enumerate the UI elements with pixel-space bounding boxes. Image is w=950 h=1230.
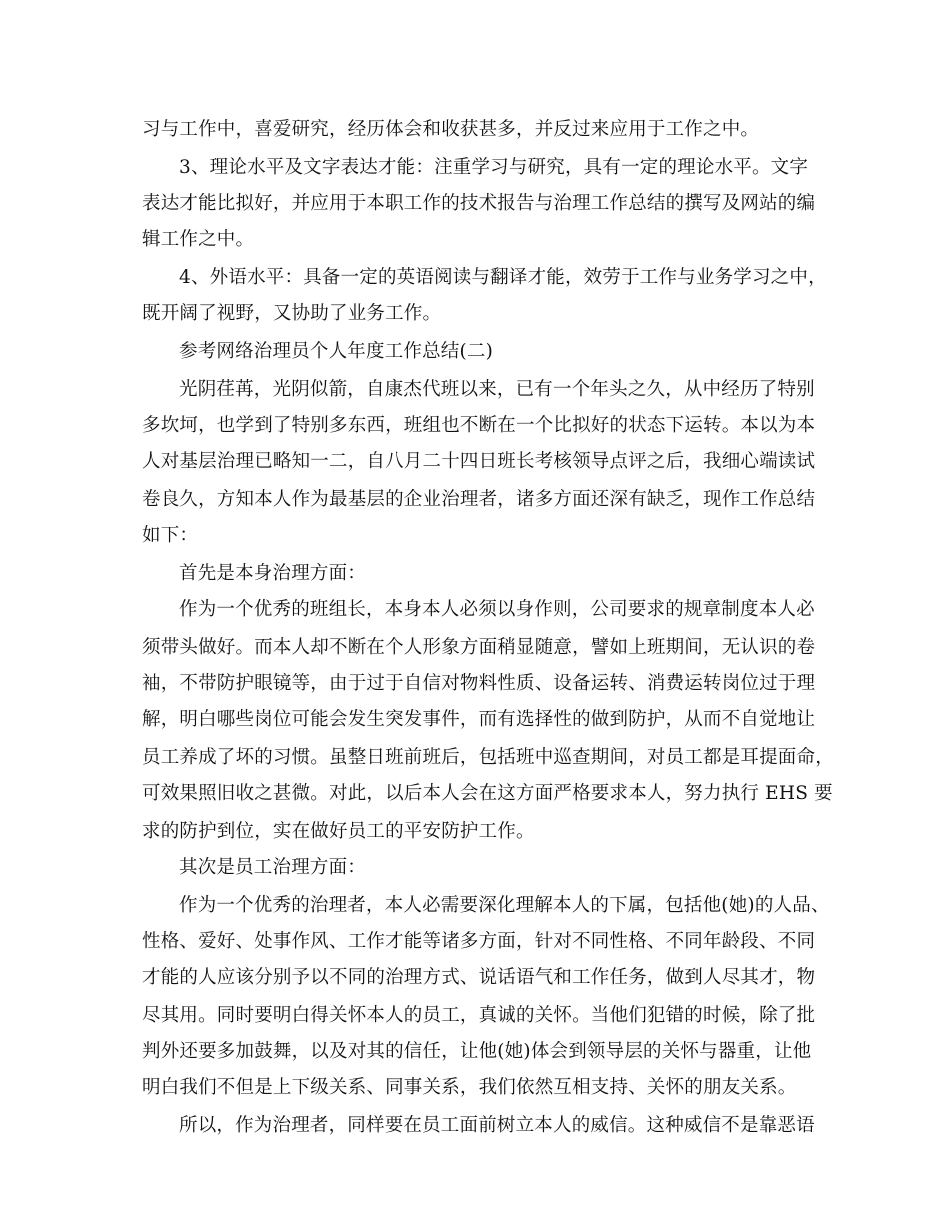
text-line: 辑工作之中。: [142, 229, 255, 250]
section-heading: 参考网络治理员个人年度工作总结(二): [179, 341, 494, 362]
text-line: 表达才能比拟好，并应用于本职工作的技术报告与治理工作总结的撰写及网站的编: [142, 193, 816, 214]
subsection-heading: 其次是员工治理方面：: [179, 857, 367, 878]
text-line: 员工养成了坏的习惯。虽整日班前班后，包括班中巡查期间，对员工都是耳提面命，: [142, 747, 834, 768]
text-line: 作为一个优秀的班组长，本身本人必须以身作则，公司要求的规章制度本人必: [179, 599, 815, 620]
text-line: 卷良久，方知本人作为最基层的企业治理者，诸多方面还深有缺乏，现作工作总结: [142, 489, 816, 510]
text-line: 光阴荏苒，光阴似箭，自康杰代班以来，已有一个年头之久，从中经历了特别: [179, 379, 815, 400]
text-line: 判外还要多加鼓舞，以及对其的信任，让他(她)体会到领导层的关怀与器重，让他: [142, 1041, 812, 1062]
text-line: 3、理论水平及文字表达才能：注重学习与研究，具有一定的理论水平。文字: [179, 157, 809, 178]
text-line: 明白我们不但是上下级关系、同事关系，我们依然互相支持、关怀的朋友关系。: [142, 1077, 797, 1098]
text-line: 才能的人应该分别予以不同的治理方式、说话语气和工作任务，做到人尽其才，物: [142, 967, 816, 988]
text-line: 须带头做好。而本人却不断在个人形象方面稍显随意，譬如上班期间，无认识的卷: [142, 637, 816, 658]
text-line: 作为一个优秀的治理者，本人必需要深化理解本人的下属，包括他(她)的人品、: [179, 895, 830, 916]
text-line: 既开阔了视野，又协助了业务工作。: [142, 303, 442, 324]
text-line: 多坎坷，也学到了特别多东西，班组也不断在一个比拟好的状态下运转。本以为本: [142, 415, 816, 436]
text-line: 4、外语水平：具备一定的英语阅读与翻译才能，效劳于工作与业务学习之中，: [179, 267, 827, 288]
text-line: 尽其用。同时要明白得关怀本人的员工，真诚的关怀。当他们犯错的时候，除了批: [142, 1005, 816, 1026]
text-line: 可效果照旧收之甚微。对此，以后本人会在这方面严格要求本人，努力执行 EHS 要: [142, 783, 833, 804]
text-line: 性格、爱好、处事作风、工作才能等诸多方面，针对不同性格、不同年龄段、不同: [142, 931, 816, 952]
text-line: 解，明白哪些岗位可能会发生突发事件，而有选择性的做到防护，从而不自觉地让: [142, 709, 816, 730]
text-line: 如下：: [142, 525, 199, 546]
text-line: 人对基层治理已略知一二，自八月二十四日班长考核领导点评之后，我细心端读试: [142, 451, 816, 472]
text-line: 所以，作为治理者，同样要在员工面前树立本人的威信。这种威信不是靠恶语: [179, 1115, 815, 1136]
subsection-heading: 首先是本身治理方面：: [179, 563, 367, 584]
text-line: 求的防护到位，实在做好员工的平安防护工作。: [142, 821, 535, 842]
text-line: 习与工作中，喜爱研究，经历体会和收获甚多，并反过来应用于工作之中。: [142, 119, 760, 140]
text-line: 袖，不带防护眼镜等，由于过于自信对物料性质、设备运转、消费运转岗位过于理: [142, 673, 816, 694]
